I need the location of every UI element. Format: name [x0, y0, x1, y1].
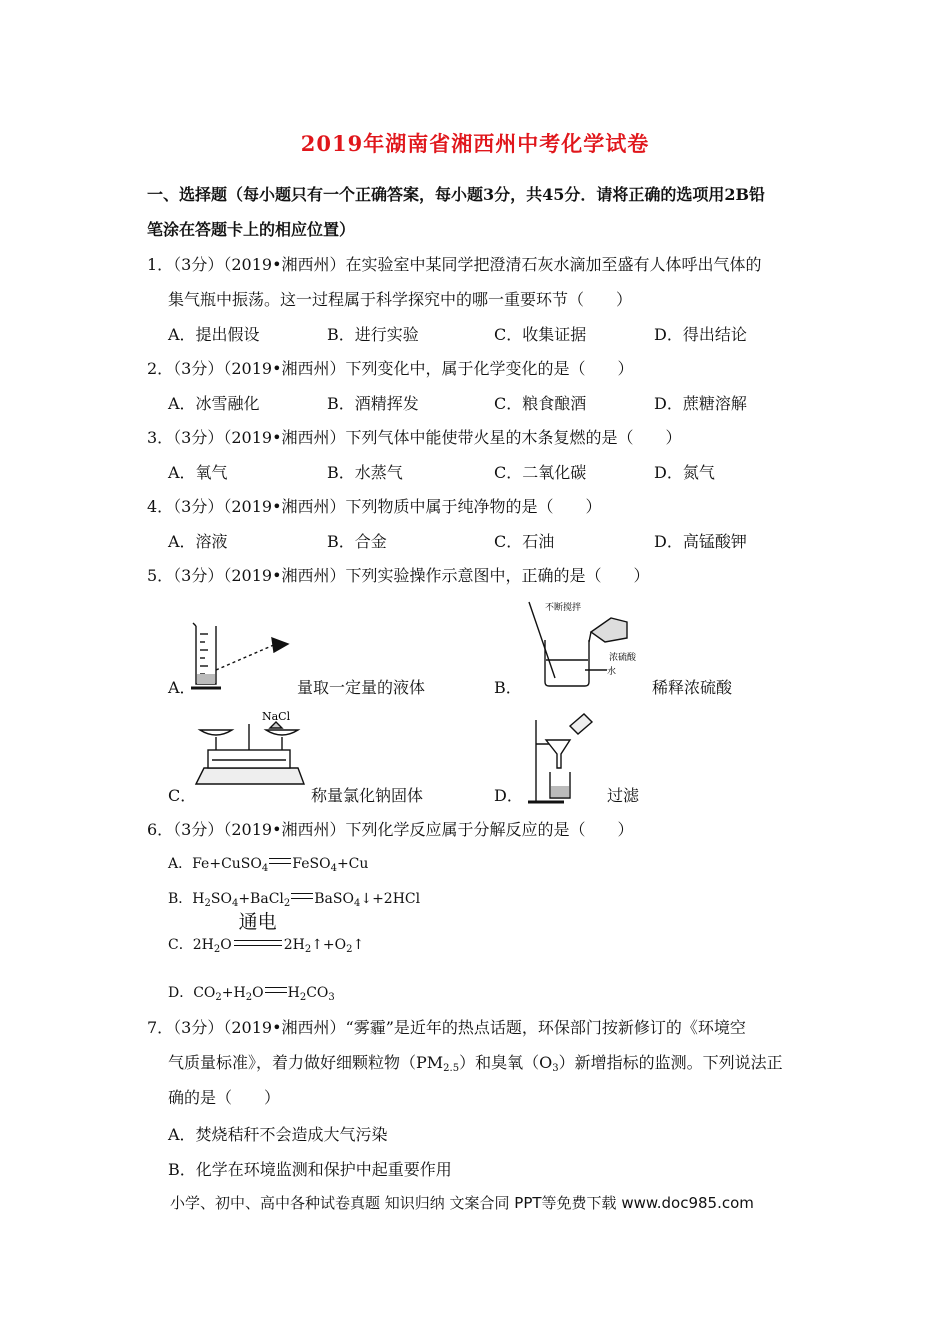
- q3-option-c: C．二氧化碳: [494, 463, 587, 482]
- exam-title: 2019年湖南省湘西州中考化学试卷: [300, 131, 650, 156]
- q1-option-a: A．提出假设: [168, 325, 260, 344]
- q3-option-b: B．水蒸气: [327, 463, 403, 482]
- q6-option-b: B．$H_2SO_4+BaCl_2$ BaSO$_4$↓+2HCl: [168, 891, 421, 909]
- q4-stem: 4．（3分）（2019•湘西州）下列物质中属于纯净物的是（ ）: [147, 497, 602, 516]
- q7-option-b: B．化学在环境监测和保护中起重要作用: [168, 1160, 452, 1179]
- q5-option-d-letter: D．: [494, 786, 523, 805]
- q4-option-d: D．高锰酸钾: [654, 532, 747, 551]
- q5-option-a-text: 量取一定量的液体: [297, 678, 426, 697]
- q1-stem-line2: 集气瓶中振荡。这一过程属于科学探究中的哪一重要环节（ ）: [168, 290, 633, 309]
- q7-stem-line2: 气质量标准》，着力做好细颗粒物$(PM_{2.5})$和臭氧$(O_3)$新增指标的监测。下列说法正: [168, 1053, 783, 1074]
- q5-stem: 5．（3分）（2019•湘西州）下列实验操作示意图中，正确的是（ ）: [147, 566, 650, 585]
- fig-b-water-label: 水: [607, 667, 617, 677]
- q2-option-b: B．酒精挥发: [327, 394, 419, 413]
- q2-option-c: C．粮食酿酒: [494, 394, 587, 413]
- q7-option-a: A．焚烧秸秆不会造成大气污染: [168, 1125, 388, 1144]
- section-heading-line2: 笔涂在答题卡上的相应位置）: [147, 220, 356, 239]
- q5-option-c-text: 称量氯化钠固体: [311, 786, 424, 805]
- fig-b-acid-label: 浓硫酸: [609, 653, 637, 663]
- q2-option-a: A．冰雪融化: [168, 394, 260, 413]
- q3-option-a: A．氧气: [168, 463, 228, 482]
- q2-option-d: D．蔗糖溶解: [654, 394, 747, 413]
- q3-stem: 3．（3分）（2019•湘西州）下列气体中能使带火星的木条复燃的是（ ）: [147, 428, 682, 447]
- q2-stem: 2．（3分）（2019•湘西州）下列变化中，属于化学变化的是（ ）: [147, 359, 634, 378]
- page-footer: 小学、初中、高中各种试卷真题 知识归纳 文案合同 PPT等免费下载 www.doc985.com: [170, 1194, 754, 1212]
- q6-option-d: D．$CO_2+H_2O$ $H_2CO_3$: [168, 985, 335, 1003]
- filtration-figure: [524, 710, 594, 806]
- q5-option-a-letter: A．: [168, 678, 196, 697]
- q1-option-b: B．进行实验: [327, 325, 419, 344]
- q1-stem-line1: 1．（3分）（2019•湘西州）在实验室中某同学把澄清石灰水滴加至盛有人体呼出气体的: [147, 255, 762, 274]
- q6-option-c: C．$2H_2O$ 通电 $2H_2↑+O_2↑$: [168, 911, 365, 955]
- q6-stem: 6．（3分）（2019•湘西州）下列化学反应属于分解反应的是（ ）: [147, 820, 634, 839]
- balance-figure: [190, 710, 310, 786]
- q5-option-b-text: 稀释浓硫酸: [652, 678, 733, 697]
- fig-b-stir-label: 不断搅拌: [545, 603, 582, 613]
- q1-option-d: D．得出结论: [654, 325, 747, 344]
- q5-option-d-text: 过滤: [607, 786, 640, 805]
- q6-option-a: A．Fe+CuSO$_4$ FeSO$_4$+Cu: [168, 856, 369, 874]
- q3-option-d: D．氮气: [654, 463, 715, 482]
- q1-option-c: C．收集证据: [494, 325, 587, 344]
- dilution-figure: [515, 598, 639, 690]
- fig-c-nacl-label: NaCl: [262, 710, 291, 723]
- q7-stem-line3: 确的是（ ）: [168, 1088, 281, 1107]
- q4-option-a: A．溶液: [168, 532, 228, 551]
- q5-option-b-letter: B．: [494, 678, 522, 697]
- q7-stem-line1: 7．（3分）（2019•湘西州）“雾霾”是近年的热点话题，环保部门按新修订的《环境空: [147, 1018, 746, 1037]
- measuring-cylinder-figure: [188, 620, 294, 696]
- q5-option-c-letter: C．: [168, 786, 197, 805]
- q4-option-b: B．合金: [327, 532, 387, 551]
- section-heading-line1: 一、选择题（每小题只有一个正确答案，每小题3分，共45分．请将正确的选项用2B铅: [147, 185, 766, 204]
- q4-option-c: C．石油: [494, 532, 555, 551]
- electrolysis-condition: 通电: [234, 936, 282, 946]
